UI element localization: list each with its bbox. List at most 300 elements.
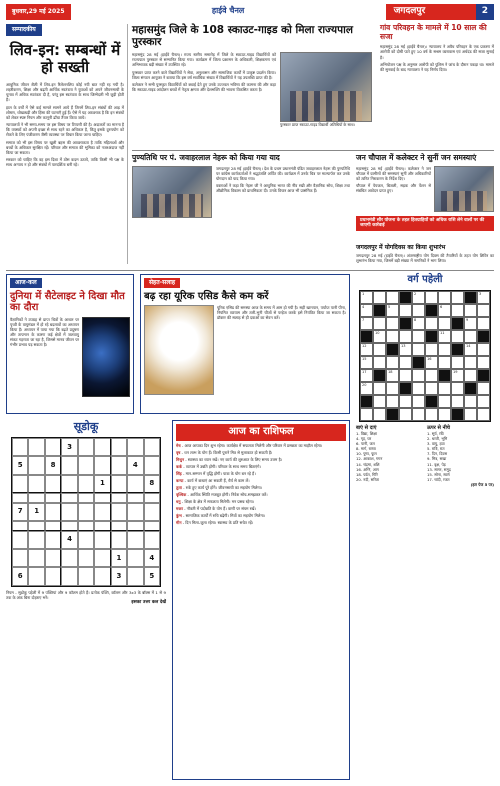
sudoku-cell[interactable]	[127, 521, 143, 531]
crossword-cell[interactable]	[464, 369, 477, 382]
sudoku-cell[interactable]	[111, 531, 127, 549]
paragraph: आधुनिक जीवन शैली में लिव-इन रिलेशनशिप कोई नयी बात नहीं रह गयी है। शहरीकरण, शिक्षा और बढ़ती आर्थिक स्वतंत्रता ने युवाओं को अपने जीवनसाथी के चुनाव में अधिक स्वतंत्रता दी है, परंतु इस स्वतंत्रता के साथ जिम्मेदारी भी जुड़ी होती है।	[6, 82, 124, 103]
horoscope-text: - कार्य में बाधाएं आ सकती हैं, धैर्य से काम लें।	[183, 477, 250, 483]
crossword-cell[interactable]	[386, 291, 399, 304]
sudoku-cell[interactable]	[61, 549, 77, 567]
sudoku-cell[interactable]	[111, 521, 127, 531]
crossword-cell[interactable]	[451, 291, 464, 304]
crossword-cell[interactable]	[399, 304, 412, 317]
sudoku-cell[interactable]	[94, 456, 110, 474]
sudoku-cell[interactable]	[28, 531, 44, 549]
editorial-column	[6, 24, 124, 167]
crossword-cell[interactable]	[477, 395, 490, 408]
sudoku-grid[interactable]	[11, 437, 161, 587]
crossword-cell[interactable]	[425, 291, 438, 304]
paragraph: अभियोजन पक्ष के अनुसार आरोपी को पुलिस ने जांच के दौरान पकड़ा था। मामले की सुनवाई के बाद न्यायालय ने यह निर्णय दिया।	[380, 61, 494, 72]
sudoku-cell[interactable]	[12, 531, 28, 549]
horoscope-list	[176, 443, 346, 526]
sudoku-cell[interactable]	[78, 456, 94, 474]
horoscope-text: - आज आपका दिन शुभ रहेगा। कार्यक्षेत्र में सफलता मिलेगी और परिवार में प्रसन्नता का माहौल रहेगा।	[180, 442, 323, 448]
sudoku-cell[interactable]	[144, 521, 160, 531]
horoscope-item	[176, 485, 346, 490]
crossword-cell[interactable]	[464, 304, 477, 317]
crossword-clue: 15. सोना, स्वर्ण	[427, 471, 450, 477]
page-number: 2	[476, 4, 494, 20]
crossword-cell[interactable]	[412, 304, 425, 317]
sudoku-cell[interactable]	[45, 475, 61, 493]
sudoku-cell[interactable]	[78, 438, 94, 456]
sudoku-cell[interactable]	[94, 531, 110, 549]
crossword-cell[interactable]	[373, 343, 386, 356]
sudoku-cell[interactable]	[12, 475, 28, 493]
down-heading: ऊपर से नीचे	[427, 424, 450, 431]
horoscope-title: आज का राशिफल	[176, 424, 346, 441]
sudoku-cell[interactable]	[127, 475, 143, 493]
crossword-block	[399, 317, 412, 330]
nehru-body	[216, 166, 350, 218]
sudoku-cell[interactable]	[61, 503, 77, 521]
crossword-cell[interactable]	[438, 343, 451, 356]
crossword-block	[399, 291, 412, 304]
sudoku-cell[interactable]	[127, 567, 143, 585]
sudoku-cell[interactable]: 8	[45, 456, 61, 474]
sudoku-cell[interactable]	[78, 549, 94, 567]
crossword-cell[interactable]	[451, 356, 464, 369]
crossword-block	[425, 330, 438, 343]
sudoku-title: सूडोकू	[73, 420, 99, 433]
horoscope-text: - धन लाभ के योग हैं। किसी पुराने मित्र से मुलाकात हो सकती है।	[180, 449, 273, 455]
crossword-cell[interactable]: 17	[360, 369, 373, 382]
crossword-cell[interactable]: 2	[412, 291, 425, 304]
sudoku-cell[interactable]: 4	[144, 549, 160, 567]
sudoku-cell[interactable]	[78, 503, 94, 521]
section-divider	[132, 150, 494, 151]
masthead	[6, 4, 494, 20]
horoscope-sign: मकर	[176, 506, 183, 512]
paragraph: महासमुंद 28 मई (हाईवे चैनल)। न्यायालय ने अवैध परिवहन के एक प्रकरण में आरोपी को दोषी पाते हुए 10 वर्ष के सश्रम कारावास एवं अर्थदंड की सजा सुनाई है।	[380, 44, 494, 60]
crossword-block	[399, 382, 412, 395]
crossword-clue: 7. दिन, दिवस	[427, 451, 448, 457]
crossword-cell[interactable]	[373, 291, 386, 304]
sudoku-cell[interactable]: 1	[94, 475, 110, 493]
nehru-story	[132, 154, 350, 218]
crossword-cell[interactable]	[477, 356, 490, 369]
crossword-cell[interactable]: 15	[360, 356, 373, 369]
crossword-cell[interactable]: 19	[451, 369, 464, 382]
crossword-cell[interactable]	[399, 330, 412, 343]
crossword-cell[interactable]	[386, 356, 399, 369]
horoscope-item	[176, 513, 346, 518]
crossword-cell[interactable]	[373, 395, 386, 408]
crossword-cell[interactable]: 10	[373, 330, 386, 343]
crossword-cell[interactable]	[464, 395, 477, 408]
sudoku-cell[interactable]	[28, 456, 44, 474]
lead-story	[132, 24, 372, 128]
sudoku-cell[interactable]	[12, 549, 28, 567]
sudoku-section	[6, 420, 166, 605]
crossword-section	[356, 274, 494, 487]
crossword-clue: 3. वायु, हवा	[427, 441, 445, 446]
sudoku-cell[interactable]	[94, 493, 110, 503]
crossword-cell[interactable]	[464, 330, 477, 343]
sudoku-cell[interactable]	[12, 438, 28, 456]
crossword-cell[interactable]	[438, 408, 451, 421]
horoscope-text: - स्वास्थ्य का ध्यान रखें। नए कार्य की शुरुआत के लिए समय उत्तम है।	[183, 456, 283, 462]
lead-headline: महासमुंद जिले के 108 स्काउट-गाइड को मिला राज्यपाल पुरस्कार	[132, 24, 353, 49]
crossword-block	[373, 304, 386, 317]
sudoku-cell[interactable]: 4	[127, 456, 143, 474]
crossword-cell[interactable]	[451, 382, 464, 395]
sudoku-cell[interactable]	[78, 521, 94, 531]
newspaper-brand: हाईवे चैनल	[211, 6, 245, 15]
editorial-title: लिव-इन: सम्बन्धों में हो सख्ती	[9, 40, 121, 76]
crossword-cell[interactable]: 1	[360, 291, 373, 304]
crossword-block	[464, 382, 477, 395]
crossword-cell[interactable]	[386, 382, 399, 395]
crossword-clue: 10. पुष्प, फूल	[356, 451, 377, 457]
crossword-cell[interactable]	[412, 395, 425, 408]
crossword-cell[interactable]	[360, 408, 373, 421]
paragraph: न्यायालयों ने भी समय-समय पर इस विषय पर टिप्पणी की है। अदालतों का मानना है कि वयस्कों को अपनी इच्छा से साथ रहने का अधिकार है, किंतु इसके दुरुपयोग को रोकने के लिए पंजीकरण जैसी व्यवस्था पर विचार किया जाना चाहिए।	[6, 122, 124, 138]
horoscope-item	[176, 492, 346, 497]
sudoku-cell[interactable]	[28, 493, 44, 503]
sudoku-cell[interactable]	[127, 493, 143, 503]
crossword-cell[interactable]: 3	[477, 291, 490, 304]
crossword-cell[interactable]	[451, 304, 464, 317]
horoscope-item	[176, 443, 346, 448]
crossword-cell[interactable]	[425, 369, 438, 382]
collector-headline: जन चौपाल में कलेक्टर ने सुनीं जन समस्याएं	[356, 153, 477, 162]
crossword-cell[interactable]	[464, 356, 477, 369]
sudoku-cell[interactable]	[144, 503, 160, 521]
collector-story	[356, 154, 494, 231]
sudoku-cell[interactable]	[45, 521, 61, 531]
crossword-clue: 1. विद्या, शिक्षा	[356, 430, 377, 436]
horoscope-item	[176, 464, 346, 469]
sudoku-cell[interactable]: 4	[61, 531, 77, 549]
crossword-cell[interactable]	[373, 382, 386, 395]
lead-photo	[280, 52, 372, 122]
health-body: यूरिक एसिड की समस्या आज के समय में आम हो गयी है। सही खानपान, पर्याप्त पानी पीना, नियमित व्यायाम और तली-भुनी चीजों से परहेज करके इसे नियंत्रित किया जा सकता है। डॉक्टर की सलाह से ही दवाओं का सेवन करें।	[217, 305, 346, 321]
horoscope-sign: सिंह	[176, 470, 182, 476]
crossword-block	[451, 343, 464, 356]
crossword-cell[interactable]	[438, 395, 451, 408]
horoscope-text: - नौकरी में पदोन्नति के योग हैं। वाणी पर संयम रखें।	[182, 506, 256, 512]
crossword-cell[interactable]	[477, 317, 490, 330]
crossword-block	[451, 317, 464, 330]
crossword-grid[interactable]	[359, 290, 491, 422]
horoscope-sign: कुंभ	[176, 513, 182, 519]
crossword-cell[interactable]	[451, 330, 464, 343]
crossword-block	[386, 408, 399, 421]
crossword-block	[386, 343, 399, 356]
space-headline: दुनिया में सैटेलाइट ने दिखा मौत का दौरा	[10, 290, 125, 313]
space-tag: आज-कल	[10, 278, 42, 288]
sudoku-cell[interactable]	[94, 521, 110, 531]
crossword-cell[interactable]	[425, 408, 438, 421]
sudoku-cell[interactable]	[144, 438, 160, 456]
sudoku-cell[interactable]: 1	[28, 503, 44, 521]
sudoku-rules: नियम - सूडोकू पहेली में 9 पंक्तियां और 9 कॉलम होते हैं। प्रत्येक पंक्ति, कॉलम और 3x3 के बॉक्स में 1 से 9 तक के अंक बिना दोहराए भरें।	[6, 589, 166, 600]
collector-banner: प्रधानमंत्री सौर योजना के तहत हितग्राहियों को अधिक राशि लेने वालों पर की जाएगी कार्रवाई	[356, 216, 494, 232]
sudoku-cell[interactable]	[144, 531, 160, 549]
sudoku-cell[interactable]	[111, 438, 127, 456]
sudoku-cell[interactable]	[127, 531, 143, 549]
horoscope-text: - मान-सम्मान में वृद्धि होगी। यात्रा के योग बन रहे हैं।	[181, 470, 256, 476]
crossword-cell[interactable]	[386, 317, 399, 330]
sudoku-cell[interactable]: 3	[111, 567, 127, 585]
sudoku-cell[interactable]	[78, 493, 94, 503]
crossword-cell[interactable]: 11	[438, 330, 451, 343]
horoscope-text: - दिन मिला-जुला रहेगा। स्वास्थ्य के प्रति सचेत रहें।	[181, 520, 254, 526]
crossword-block	[451, 408, 464, 421]
crossword-cell[interactable]	[425, 343, 438, 356]
sudoku-cell[interactable]	[45, 438, 61, 456]
crossword-cell[interactable]	[438, 317, 451, 330]
crossword-clue: 14. चंद्रमा, शशि	[356, 461, 380, 467]
horoscope-sign: मीन	[176, 520, 182, 526]
paragraph: वक्ताओं ने कहा कि नेहरू जी ने आधुनिक भारत की नींव रखी और वैज्ञानिक सोच, शिक्षा तथा औद्योगिक विकास को प्राथमिकता दी। उनके विचार आज भी प्रासंगिक हैं।	[216, 183, 350, 194]
crossword-clue: 6. पानी, जल	[356, 441, 375, 446]
crossword-cell[interactable]: 6	[438, 304, 451, 317]
crossword-block	[373, 369, 386, 382]
crossword-cell[interactable]	[425, 382, 438, 395]
sudoku-cell[interactable]	[111, 503, 127, 521]
horoscope-sign: कन्या	[176, 477, 184, 483]
crossword-cell[interactable]	[412, 382, 425, 395]
editorial-body	[6, 82, 124, 167]
crossword-clue: 9. मित्र, सखा	[427, 456, 447, 462]
horoscope-text: - व्यापार में उन्नति होगी। परिवार के साथ समय बिताएंगे।	[181, 463, 261, 469]
section-name: जगदलपुर	[386, 4, 476, 20]
milk-photo	[144, 305, 214, 395]
crossword-cell[interactable]	[399, 369, 412, 382]
horoscope-sign: कर्क	[176, 463, 182, 469]
horoscope-item	[176, 506, 346, 511]
crossword-cell[interactable]	[412, 408, 425, 421]
collector-photo	[434, 166, 494, 212]
horoscope-item	[176, 471, 346, 476]
crossword-clue: 8. मार्ग, रास्ता	[356, 446, 376, 452]
lead-photo-caption: पुरस्कार प्राप्त स्काउट-गाइड विद्यार्थी अतिथियों के साथ।	[280, 122, 355, 128]
crossword-clue: 13. सागर, समुद्र	[427, 466, 451, 472]
crossword-cell[interactable]	[464, 408, 477, 421]
crossword-cell[interactable]	[386, 330, 399, 343]
across-clues	[356, 431, 423, 482]
crossword-clue: 18. पर्वत, गिरि	[356, 471, 378, 477]
horoscope-sign: तुला	[176, 484, 182, 490]
paragraph: महासमुंद 28 मई (हाईवे चैनल)। कलेक्टर ने जन चौपाल में ग्रामीणों की समस्याएं सुनीं और अधिकारियों को त्वरित निराकरण के निर्देश दिए।	[356, 165, 431, 181]
paragraph: चौपाल में पेयजल, बिजली, सड़क और पेंशन से संबंधित आवेदन प्राप्त हुए।	[356, 183, 431, 194]
sudoku-cell[interactable]	[144, 456, 160, 474]
sudoku-cell[interactable]	[111, 475, 127, 493]
nehru-headline: पुण्यतिथि पर पं. जवाहरलाल नेहरू को किया गया याद	[132, 153, 280, 162]
sudoku-cell[interactable]	[12, 493, 28, 503]
crossword-cell[interactable]	[412, 330, 425, 343]
crossword-cell[interactable]	[386, 395, 399, 408]
sudoku-cell[interactable]	[127, 503, 143, 521]
village-body	[380, 44, 494, 72]
sudoku-cell[interactable]	[94, 567, 110, 585]
crossword-cell[interactable]	[438, 291, 451, 304]
crossword-cell[interactable]: 14	[464, 343, 477, 356]
sudoku-cell[interactable]: 7	[12, 503, 28, 521]
horoscope-section	[172, 420, 350, 780]
crossword-clue: 11. वृक्ष, पेड़	[427, 461, 446, 467]
crossword-cell[interactable]	[477, 304, 490, 317]
crossword-block	[477, 369, 490, 382]
yoga-body: जगदलपुर 28 मई (हाईवे चैनल)। अंतरराष्ट्रीय योग दिवस की तैयारियों के तहत योग शिविर का शुभारंभ किया गया, जिसमें बड़ी संख्या में नागरिकों ने भाग लिया।	[356, 253, 494, 264]
sudoku-cell[interactable]	[12, 521, 28, 531]
horoscope-item	[176, 499, 346, 504]
sudoku-cell[interactable]: 6	[12, 567, 28, 585]
yoga-headline: जगदलपुर में योगदिवस का किया शुभारंभ	[356, 244, 446, 251]
horoscope-text: - आर्थिक स्थिति मजबूत होगी। निवेश सोच-समझकर करें।	[186, 492, 268, 498]
sudoku-cell[interactable]	[111, 493, 127, 503]
crossword-cell[interactable]	[438, 356, 451, 369]
crossword-cell[interactable]	[373, 317, 386, 330]
across-heading: बाएं से दाएं	[356, 424, 377, 431]
sudoku-cell[interactable]	[127, 549, 143, 567]
sudoku-cell[interactable]	[61, 567, 77, 585]
column-divider	[127, 24, 128, 264]
crossword-cell[interactable]: 7	[360, 317, 373, 330]
sudoku-cell[interactable]	[45, 567, 61, 585]
crossword-cell[interactable]	[425, 317, 438, 330]
crossword-cell[interactable]: 20	[360, 382, 373, 395]
village-headline: गांव परिवहन के मामले में 10 साल की सजा	[380, 23, 487, 41]
crossword-cell[interactable]: 4	[360, 304, 373, 317]
earth-photo	[82, 317, 130, 397]
crossword-cell[interactable]: 8	[412, 317, 425, 330]
horoscope-item	[176, 457, 346, 462]
issue-date: बुधवार,29 मई 2025	[6, 4, 71, 20]
crossword-cell[interactable]	[451, 395, 464, 408]
horoscope-text: - शिक्षा के क्षेत्र में सफलता मिलेगी। मन प्रसन्न रहेगा।	[180, 499, 255, 505]
sudoku-cell[interactable]	[94, 549, 110, 567]
sudoku-cell[interactable]	[61, 475, 77, 493]
nehru-photo	[132, 166, 212, 218]
crossword-cell[interactable]	[399, 408, 412, 421]
crossword-block	[360, 395, 373, 408]
sudoku-cell[interactable]	[78, 531, 94, 549]
horoscope-sign: मेष	[176, 442, 181, 448]
crossword-cell[interactable]	[477, 408, 490, 421]
paragraph: कलेक्टर ने सभी पुरस्कृत विद्यार्थियों को बधाई देते हुए उनके उज्ज्वल भविष्य की कामना की और कहा कि स्काउट-गाइड आंदोलन बच्चों में नेतृत्व क्षमता और देशभक्ति की भावना विकसित करता है।	[132, 81, 276, 93]
crossword-block	[438, 369, 451, 382]
horoscope-item	[176, 450, 346, 455]
crossword-cell[interactable]: 16	[425, 356, 438, 369]
collector-body	[356, 166, 431, 212]
horoscope-text: - रुके हुए कार्य पूरे होंगे। जीवनसाथी का सहयोग मिलेगा।	[181, 484, 263, 490]
crossword-cell[interactable]	[477, 343, 490, 356]
sudoku-cell[interactable]	[61, 521, 77, 531]
crossword-cell[interactable]	[373, 408, 386, 421]
crossword-clue: 17. चांदी, रजत	[427, 476, 450, 482]
sudoku-cell[interactable]	[61, 456, 77, 474]
horoscope-sign: धनु	[176, 499, 181, 505]
space-box	[6, 274, 134, 414]
crossword-cell[interactable]	[373, 356, 386, 369]
health-tag: सेहत-सलाह	[144, 278, 180, 288]
crossword-cell[interactable]	[412, 369, 425, 382]
horoscope-item	[176, 520, 346, 525]
sudoku-cell[interactable]	[111, 456, 127, 474]
crossword-block	[412, 356, 425, 369]
crossword-clue: 5. रात्रि, रात	[427, 446, 445, 452]
horoscope-text: - सामाजिक कार्यों में रुचि बढ़ेगी। मित्रों का सहयोग मिलेगा।	[181, 513, 266, 519]
crossword-cell[interactable]: 13	[399, 343, 412, 356]
crossword-cell[interactable]	[399, 395, 412, 408]
section-divider	[6, 270, 494, 271]
sudoku-cell[interactable]	[78, 567, 94, 585]
sudoku-cell[interactable]	[45, 503, 61, 521]
sudoku-cell[interactable]	[28, 549, 44, 567]
crossword-cell[interactable]	[399, 356, 412, 369]
yoga-story	[356, 244, 494, 264]
sudoku-cell[interactable]: 5	[12, 456, 28, 474]
sudoku-cell[interactable]	[45, 531, 61, 549]
crossword-clue: 4. गृह, घर	[356, 435, 372, 441]
crossword-block	[425, 304, 438, 317]
sudoku-cell[interactable]	[28, 567, 44, 585]
paragraph: सरकार को चाहिए कि वह इस दिशा में ठोस कदम उठाये, ताकि किसी भी पक्ष के साथ अन्याय न हो और संबंधों में पारदर्शिता बनी रहे।	[6, 157, 124, 168]
sudoku-cell[interactable]	[28, 521, 44, 531]
crossword-cell[interactable]	[477, 382, 490, 395]
sudoku-cell[interactable]	[78, 475, 94, 493]
health-box	[140, 274, 350, 414]
space-body: वैज्ञानिकों ने उपग्रह से प्राप्त चित्रों के आधार पर पृथ्वी के वायुमंडल में हो रहे बदलावों का अध्ययन किया है। अध्ययन में पाया गया कि बढ़ते प्रदूषण और तापमान के कारण कई क्षेत्रों में जलवायु संकट गहराता जा रहा है, जिससे मानव जीवन पर गंभीर प्रभाव पड़ सकता है।	[10, 316, 79, 348]
crossword-cell[interactable]: 12	[360, 343, 373, 356]
lead-body	[132, 52, 276, 128]
sudoku-cell[interactable]: 8	[144, 475, 160, 493]
sudoku-cell[interactable]	[61, 493, 77, 503]
crossword-footer: (हल पेज 5 पर)	[470, 482, 494, 487]
crossword-clue: 2. धरती, भूमि	[427, 435, 448, 441]
editorial-tag: सम्पादकीय	[6, 24, 42, 36]
crossword-block	[464, 291, 477, 304]
sudoku-cell[interactable]	[45, 493, 61, 503]
sudoku-cell[interactable]	[127, 438, 143, 456]
sudoku-cell[interactable]: 1	[111, 549, 127, 567]
sudoku-cell[interactable]: 5	[144, 567, 160, 585]
village-story	[380, 24, 494, 72]
crossword-block	[360, 330, 373, 343]
sudoku-cell[interactable]	[28, 438, 44, 456]
crossword-title: वर्ग पहेली	[407, 274, 443, 285]
down-clues	[427, 431, 494, 482]
crossword-cell[interactable]	[438, 382, 451, 395]
paragraph: महासमुंद 28 मई (हाईवे चैनल)। राज्य स्तरीय समारोह में जिले के स्काउट-गाइड विद्यार्थियों को राज्यपाल पुरस्कार से सम्मानित किया गया। कार्यक्रम में जिला प्रशासन के अधिकारी, शिक्षकगण एवं अभिभावक बड़ी संख्या में उपस्थित रहे।	[132, 52, 276, 68]
sudoku-cell[interactable]	[94, 438, 110, 456]
crossword-clue: 16. अग्नि, आग	[356, 466, 379, 472]
crossword-block	[477, 330, 490, 343]
horoscope-sign: मिथुन	[176, 456, 184, 462]
crossword-cell[interactable]	[412, 343, 425, 356]
sudoku-cell[interactable]	[144, 493, 160, 503]
crossword-cell[interactable]: 9	[464, 317, 477, 330]
crossword-cell[interactable]: 18	[386, 369, 399, 382]
crossword-clue: 12. आकाश, गगन	[356, 456, 383, 462]
sudoku-cell[interactable]	[45, 549, 61, 567]
crossword-block	[425, 395, 438, 408]
sudoku-cell[interactable]	[28, 475, 44, 493]
crossword-clue: 1. सूर्य, रवि	[427, 430, 444, 436]
sudoku-cell[interactable]	[94, 503, 110, 521]
paragraph: जगदलपुर 28 मई (हाईवे चैनल)। देश के प्रथम प्रधानमंत्री पंडित जवाहरलाल नेहरू की पुण्यतिथि पर कांग्रेस कार्यकर्ताओं ने श्रद्धांजलि अर्पित की। कार्यक्रम में उनके चित्र पर माल्यार्पण कर उनके योगदान को याद किया गया।	[216, 165, 350, 181]
crossword-cell[interactable]: 5	[386, 304, 399, 317]
sudoku-cell[interactable]: 3	[61, 438, 77, 456]
